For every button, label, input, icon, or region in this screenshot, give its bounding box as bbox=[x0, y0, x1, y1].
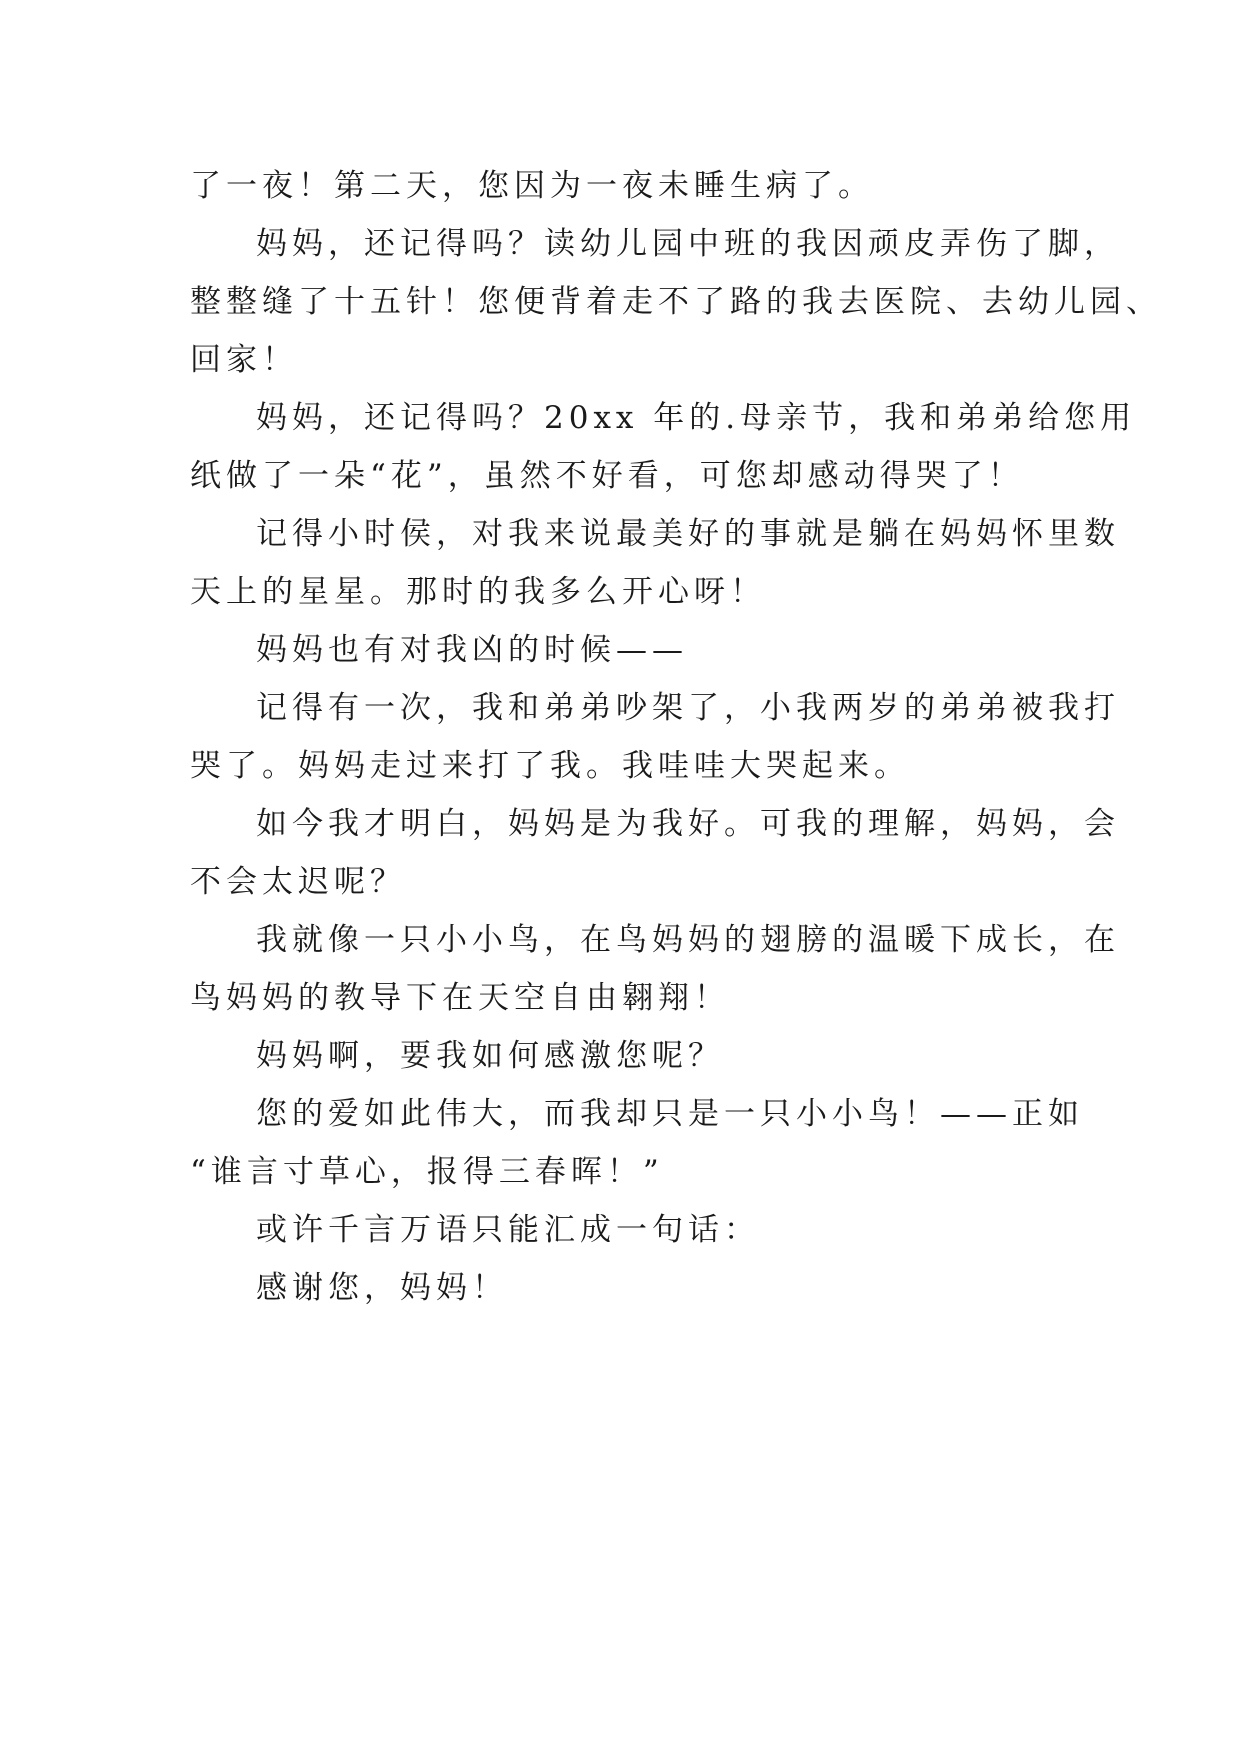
text-line: 妈妈也有对我凶的时候—— bbox=[256, 632, 688, 668]
text-line: 哭了。妈妈走过来打了我。我哇哇大哭起来。 bbox=[190, 748, 910, 784]
text-line: 记得小时侯，对我来说最美好的事就是躺在妈妈怀里数 bbox=[256, 516, 1120, 552]
text-line: 鸟妈妈的教导下在天空自由翱翔！ bbox=[190, 980, 730, 1016]
text-line: 妈妈，还记得吗？读幼儿园中班的我因顽皮弄伤了脚， bbox=[256, 226, 1120, 262]
text-line: 纸做了一朵“花”，虽然不好看，可您却感动得哭了！ bbox=[190, 458, 1024, 494]
text-line: 或许千言万语只能汇成一句话： bbox=[256, 1212, 760, 1248]
text-line: 感谢您，妈妈！ bbox=[256, 1270, 508, 1306]
text-line: 整整缝了十五针！您便背着走不了路的我去医院、去幼儿园、 bbox=[190, 284, 1162, 320]
text-line: 妈妈，还记得吗？20xx 年的.母亲节，我和弟弟给您用 bbox=[256, 400, 1137, 436]
text-line: 我就像一只小小鸟，在鸟妈妈的翅膀的温暖下成长，在 bbox=[256, 922, 1120, 958]
text-line: 如今我才明白，妈妈是为我好。可我的理解，妈妈，会 bbox=[256, 806, 1120, 842]
text-line: 回家！ bbox=[190, 342, 298, 378]
text-line: 您的爱如此伟大，而我却只是一只小小鸟！——正如 bbox=[256, 1096, 1084, 1132]
text-line: 天上的星星。那时的我多么开心呀！ bbox=[190, 574, 766, 610]
text-line: 记得有一次，我和弟弟吵架了，小我两岁的弟弟被我打 bbox=[256, 690, 1120, 726]
text-line: 妈妈啊，要我如何感激您呢？ bbox=[256, 1038, 724, 1074]
text-line: 了一夜！第二天，您因为一夜未睡生病了。 bbox=[190, 168, 874, 204]
text-line: “谁言寸草心，报得三春晖！” bbox=[190, 1154, 664, 1190]
text-line: 不会太迟呢？ bbox=[190, 864, 406, 900]
